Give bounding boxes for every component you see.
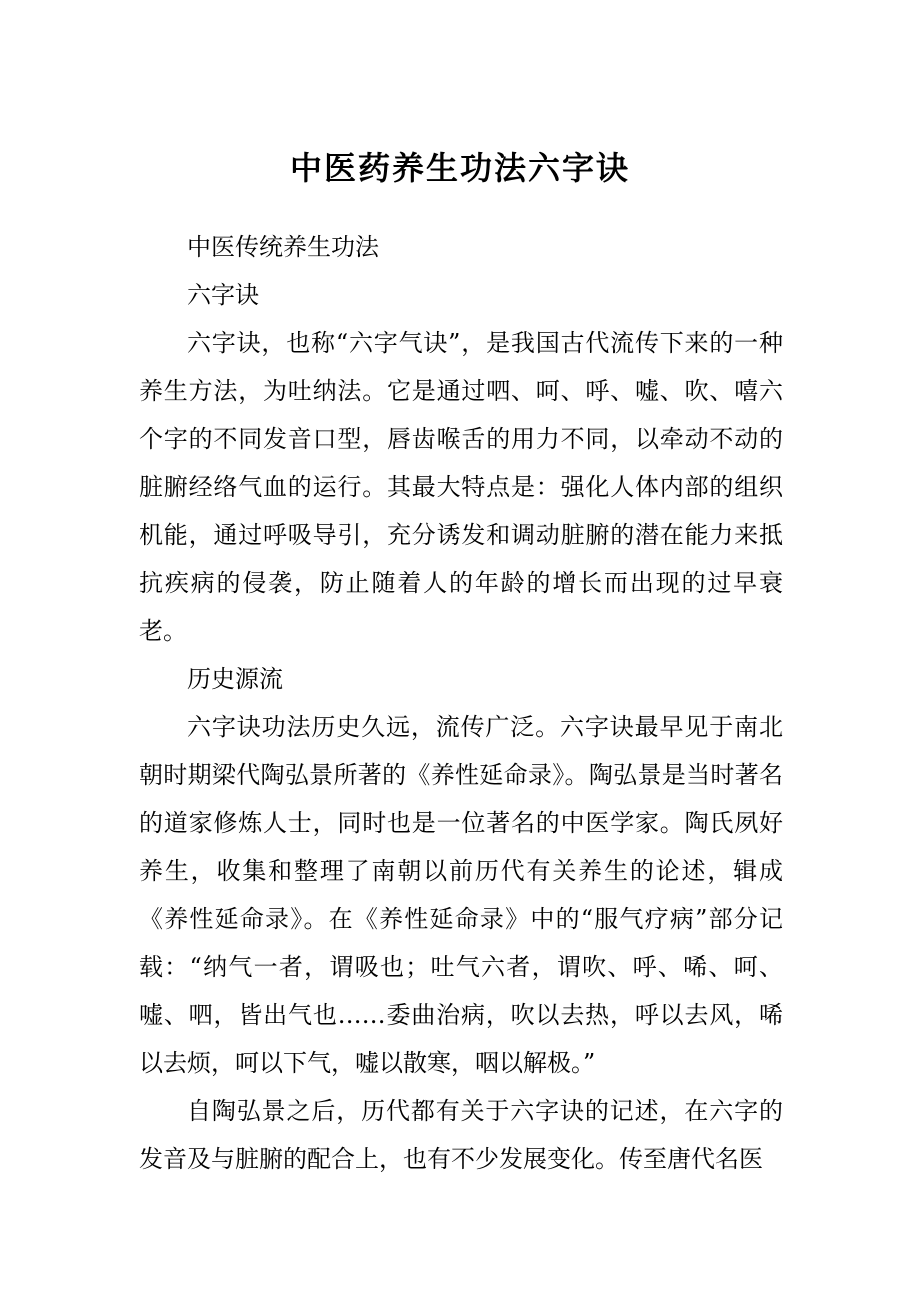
section-heading-liuzijue: 六字诀 xyxy=(187,281,259,309)
subtitle-paragraph: 中医传统养生功法 xyxy=(187,233,379,261)
document-title: 中医药养生功法六字诀 xyxy=(289,149,630,187)
history-paragraph: 六字诀功法历史久远，流传广泛。六字诀最早见于南北朝时期梁代陶弘景所著的《养性延命录》。陶弘景是当时著名的道家修炼人士，同时也是一位著名的中医学家。陶氏夙好养生，收集和整理了南朝以前历代有关养生的论述，辑成《养性延命录》。在《养性延命录》中的“服气疗病”部分记载：“纳气一者，谓吸也；吐气六者，谓吹、呼、唏、呵、嘘、呬，皆出气也……委曲治病，吹以去热，呼以去风，唏以去烦，呵以下气，嘘以散寒，咽以解极。” xyxy=(139,713,783,1077)
document-body xyxy=(139,223,783,1183)
later-development-paragraph: 自陶弘景之后，历代都有关于六字诀的记述，在六字的发音及与脏腑的配合上，也有不少发展变化。传至唐代名医 xyxy=(139,1097,783,1173)
section-heading-history: 历史源流 xyxy=(187,665,283,693)
intro-paragraph: 六字诀，也称“六字气诀”，是我国古代流传下来的一种养生方法，为吐纳法。它是通过呬、呵、呼、嘘、吹、嘻六个字的不同发音口型，唇齿喉舌的用力不同，以牵动不动的脏腑经络气血的运行。其最大特点是：强化人体内部的组织机能，通过呼吸导引，充分诱发和调动脏腑的潜在能力来抵抗疾病的侵袭，防止随着人的年龄的增长而出现的过早衰老。 xyxy=(139,329,783,645)
